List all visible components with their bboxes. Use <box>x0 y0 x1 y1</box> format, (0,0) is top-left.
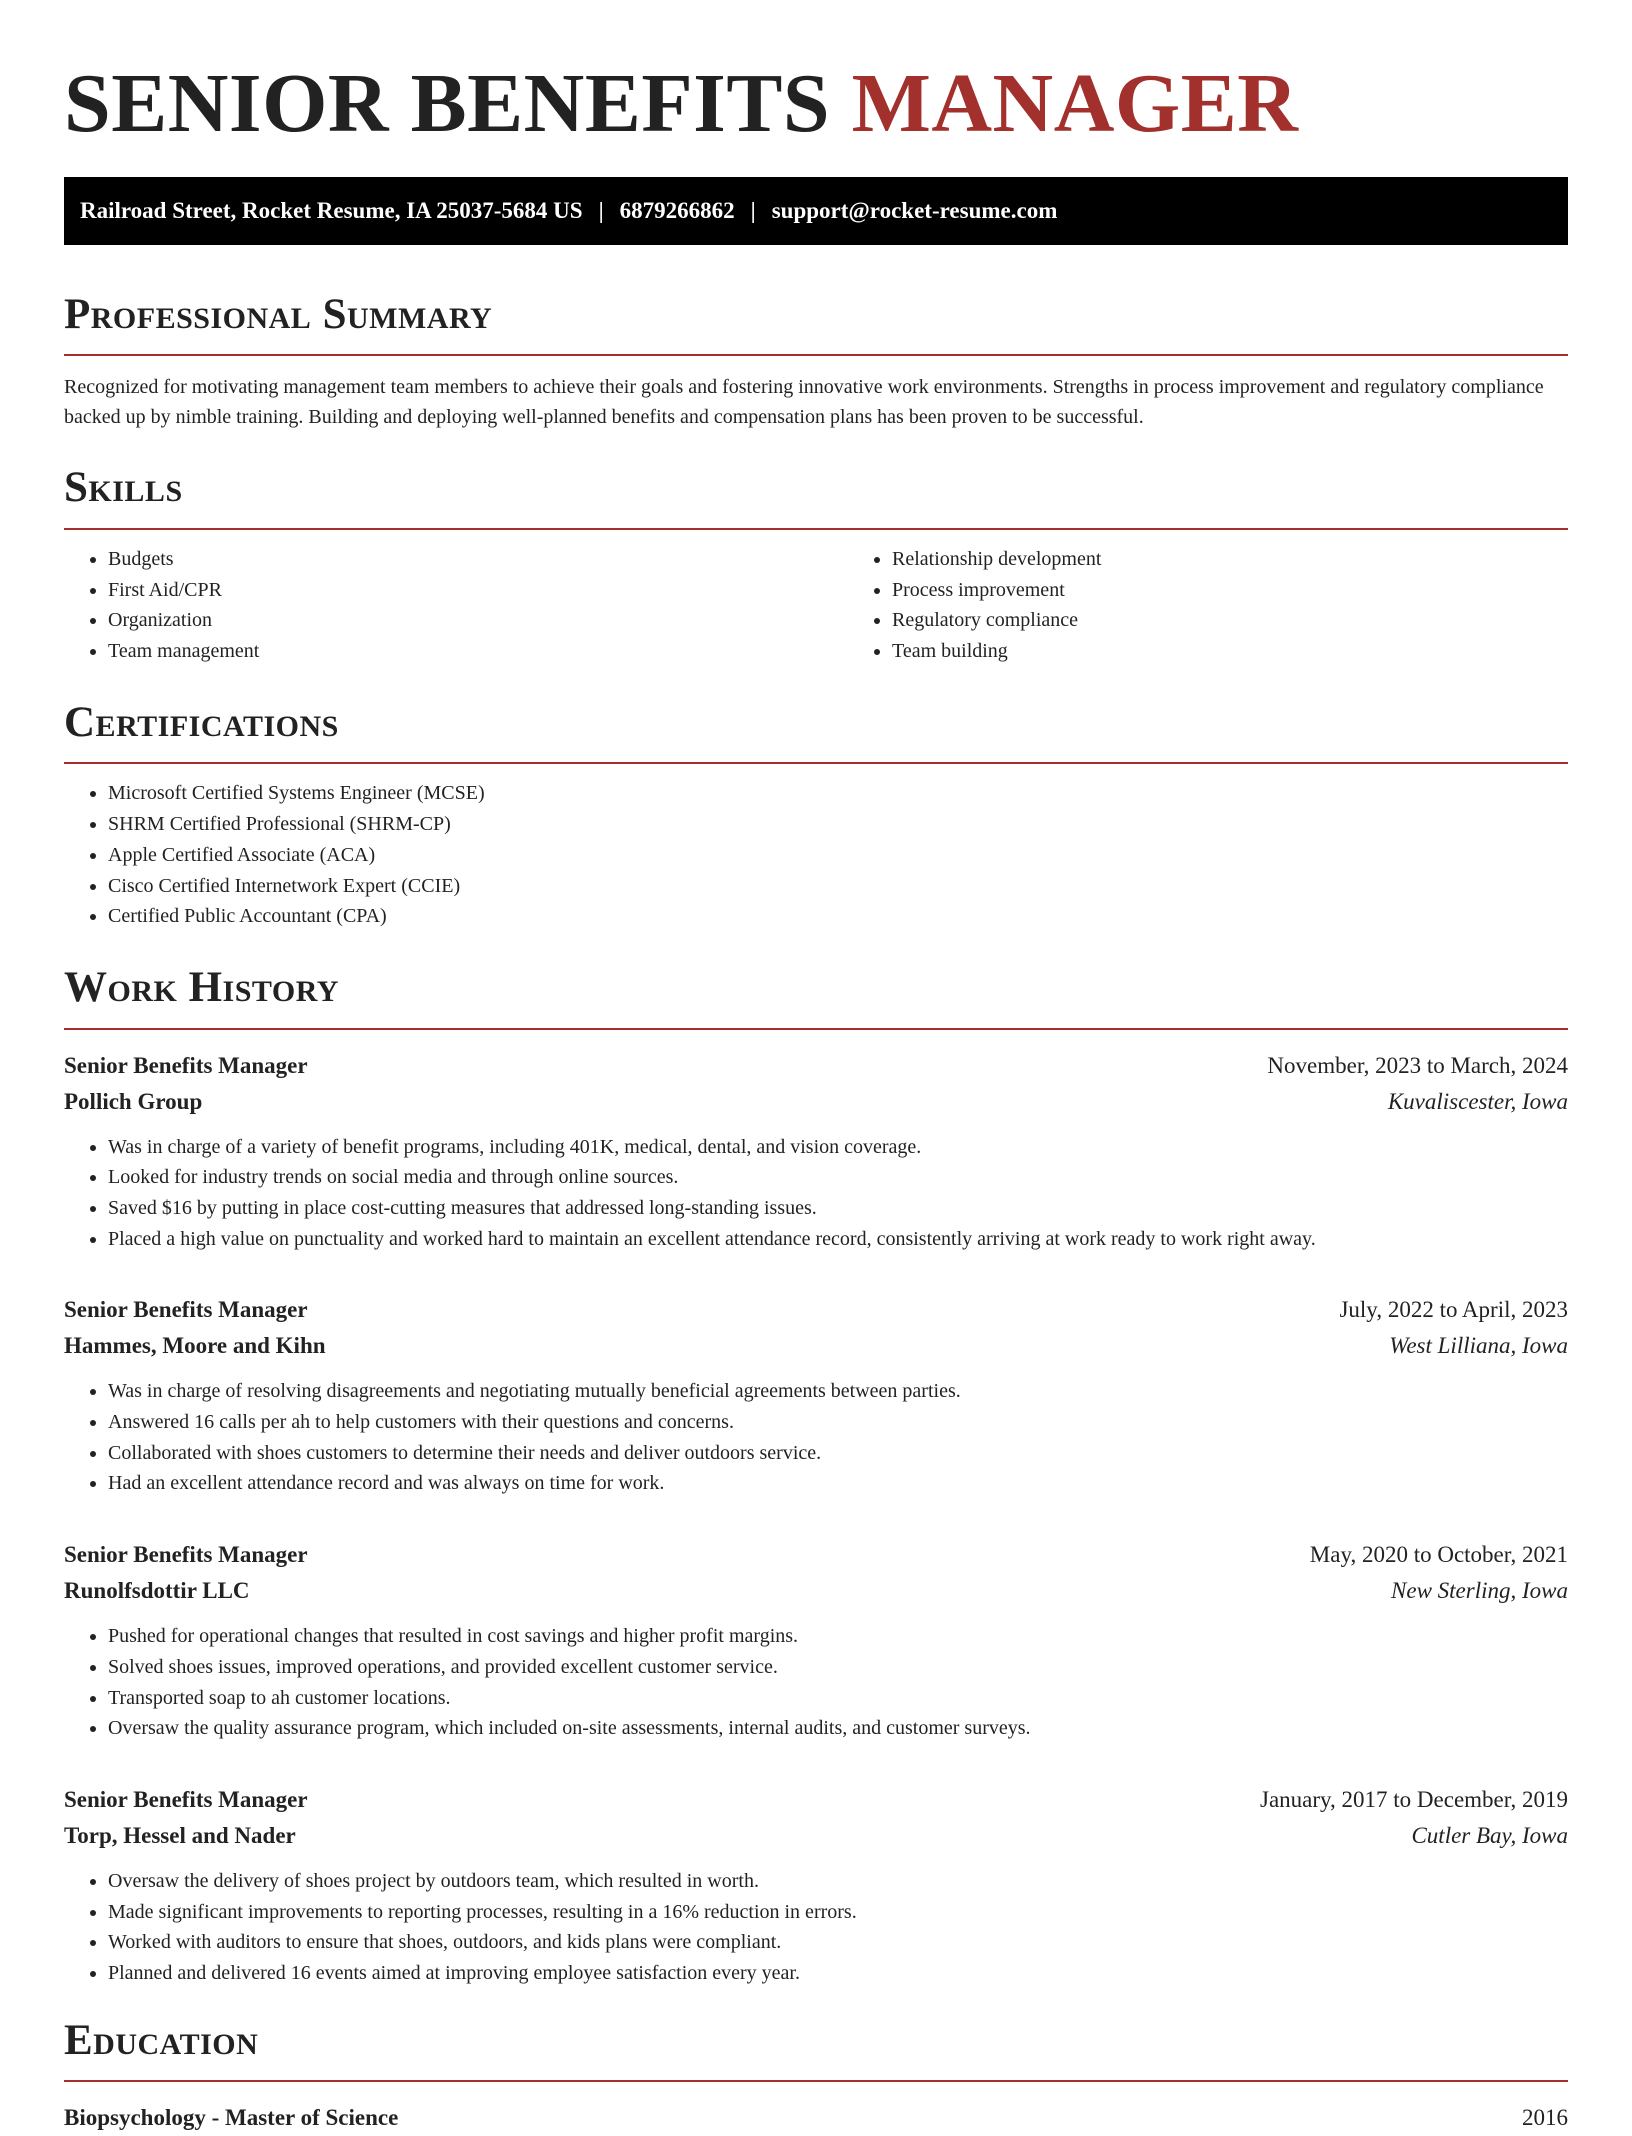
contact-separator: | <box>750 197 756 223</box>
job-header-row <box>64 1537 1568 1573</box>
job-dates: July, 2022 to April, 2023 <box>1339 1297 1568 1323</box>
certification-item: • SHRM Certified Professional (SHRM-CP) <box>108 809 1568 840</box>
job-bullet: • Was in charge of a variety of benefit programs, including 401K, medical, dental, and vision coverage. <box>108 1132 1568 1163</box>
section-divider <box>64 2080 1568 2082</box>
job-title: Senior Benefits Manager <box>64 1297 308 1323</box>
job-dates: November, 2023 to March, 2024 <box>1267 1052 1568 1078</box>
job-title: Senior Benefits Manager <box>64 1052 308 1078</box>
job-entry <box>64 1782 1568 1989</box>
skill-item: • First Aid/CPR <box>108 575 848 606</box>
job-bullet: • Oversaw the quality assurance program, which included on-site assessments, internal audits, and customer surveys. <box>108 1713 1568 1744</box>
certifications-heading: Certifications <box>64 698 339 746</box>
job-title: Senior Benefits Manager <box>64 1786 308 1812</box>
job-bullet: • Oversaw the delivery of shoes project by outdoors team, which resulted in worth. <box>108 1866 1568 1897</box>
certifications-section <box>64 697 1568 932</box>
job-bullet: • Pushed for operational changes that resulted in cost savings and higher profit margins. <box>108 1621 1568 1652</box>
job-title: Senior Benefits Manager <box>64 1542 308 1568</box>
job-company: Torp, Hessel and Nader <box>64 1822 296 1848</box>
contact-bar <box>64 177 1568 245</box>
certification-item: • Microsoft Certified Systems Engineer (MCSE) <box>108 778 1568 809</box>
job-bullets <box>64 1376 1568 1499</box>
resume-title <box>64 0 1568 155</box>
job-dates: January, 2017 to December, 2019 <box>1260 1786 1568 1812</box>
job-company: Hammes, Moore and Kihn <box>64 1333 326 1359</box>
job-entry <box>64 1537 1568 1744</box>
job-location: Kuvaliscester, Iowa <box>1387 1088 1568 1114</box>
job-location: Cutler Bay, Iowa <box>1411 1822 1568 1848</box>
skill-item: • Team management <box>108 636 848 667</box>
job-company-row <box>64 1328 1568 1364</box>
skills-heading: Skills <box>64 464 183 512</box>
job-bullet: • Made significant improvements to reporting processes, resulting in a 16% reduction in errors. <box>108 1897 1568 1928</box>
job-bullet: • Had an excellent attendance record and was always on time for work. <box>108 1468 1568 1499</box>
skills-list-right <box>848 544 1632 667</box>
summary-section <box>64 289 1568 433</box>
title-main: SENIOR BENEFITS <box>64 57 831 150</box>
summary-text: Recognized for motivating management team members to achieve their goals and fostering innovative work environments. Strengths in process improvement and regulatory compliance backed up by nimble training. Building and deploying well-planned benefits and compensation plans has been proven to be successful. <box>64 376 1544 429</box>
title-accent: MANAGER <box>851 57 1299 150</box>
work-history-heading: Work History <box>64 963 339 1011</box>
education-section <box>64 2015 1568 2136</box>
job-bullet: • Solved shoes issues, improved operations, and provided excellent customer service. <box>108 1652 1568 1683</box>
job-bullet: • Collaborated with shoes customers to determine their needs and deliver outdoors service. <box>108 1438 1568 1469</box>
skill-item: • Regulatory compliance <box>892 605 1632 636</box>
certification-item: • Apple Certified Associate (ACA) <box>108 840 1568 871</box>
contact-separator: | <box>598 197 604 223</box>
certifications-list <box>64 778 1568 932</box>
job-bullet: • Looked for industry trends on social media and through online sources. <box>108 1162 1568 1193</box>
job-entry <box>64 1292 1568 1499</box>
job-bullet: • Transported soap to ah customer locations. <box>108 1683 1568 1714</box>
education-heading: Education <box>64 2016 259 2064</box>
job-bullet: • Answered 16 calls per ah to help customers with their questions and concerns. <box>108 1407 1568 1438</box>
contact-email: support@rocket-resume.com <box>771 197 1058 223</box>
job-company: Runolfsdottir LLC <box>64 1578 250 1604</box>
education-degree: Biopsychology - Master of Science <box>64 2105 399 2131</box>
skill-item: • Organization <box>108 605 848 636</box>
certification-item: • Cisco Certified Internetwork Expert (CCIE) <box>108 871 1568 902</box>
job-company-row <box>64 1084 1568 1120</box>
skill-item: • Budgets <box>108 544 848 575</box>
skills-section <box>64 462 1568 666</box>
job-bullet: • Planned and delivered 16 events aimed at improving employee satisfaction every year. <box>108 1958 1568 1989</box>
job-bullet: • Was in charge of resolving disagreements and negotiating mutually beneficial agreements between parties. <box>108 1376 1568 1407</box>
job-header-row <box>64 1048 1568 1084</box>
skills-columns <box>64 530 1568 667</box>
certification-item: • Certified Public Accountant (CPA) <box>108 901 1568 932</box>
skill-item: • Process improvement <box>892 575 1632 606</box>
section-divider <box>64 1028 1568 1030</box>
skill-item: • Relationship development <box>892 544 1632 575</box>
job-location: West Lilliana, Iowa <box>1389 1333 1568 1359</box>
job-dates: May, 2020 to October, 2021 <box>1309 1542 1568 1568</box>
section-divider <box>64 354 1568 356</box>
job-company-row <box>64 1818 1568 1854</box>
work-history-section <box>64 962 1568 1989</box>
summary-heading: Professional Summary <box>64 290 493 338</box>
skills-list-left <box>64 544 848 667</box>
skill-item: • Team building <box>892 636 1632 667</box>
contact-address: Railroad Street, Rocket Resume, IA 25037-5684 US <box>80 197 583 223</box>
section-divider <box>64 762 1568 764</box>
job-entry <box>64 1048 1568 1255</box>
job-bullet: • Worked with auditors to ensure that shoes, outdoors, and kids plans were compliant. <box>108 1927 1568 1958</box>
job-bullets <box>64 1621 1568 1744</box>
job-company-row <box>64 1573 1568 1609</box>
job-header-row <box>64 1782 1568 1818</box>
job-bullets <box>64 1132 1568 1255</box>
job-location: New Sterling, Iowa <box>1391 1578 1568 1604</box>
contact-phone: 6879266862 <box>619 197 735 223</box>
job-bullet: • Placed a high value on punctuality and worked hard to maintain an excellent attendance record, consistently arriving at work ready to work right away. <box>108 1224 1568 1255</box>
education-entry <box>64 2100 1568 2136</box>
job-header-row <box>64 1292 1568 1328</box>
job-bullet: • Saved $16 by putting in place cost-cutting measures that addressed long-standing issues. <box>108 1193 1568 1224</box>
job-bullets <box>64 1866 1568 1989</box>
education-year: 2016 <box>1522 2105 1568 2131</box>
job-company: Pollich Group <box>64 1088 203 1114</box>
